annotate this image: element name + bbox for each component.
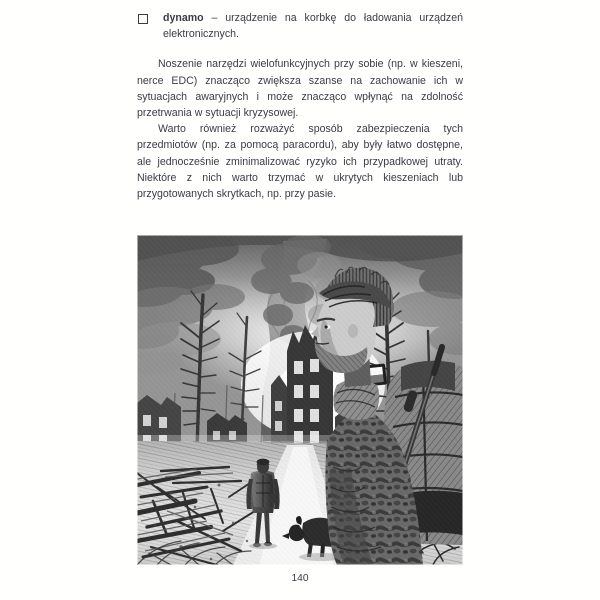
list-item-definition: urządzenie na korbkę do ładowania urządzeń elektronicznych.: [163, 12, 463, 41]
list-item-text: [163, 10, 463, 42]
list-item: [137, 10, 463, 42]
page-content: [137, 10, 463, 202]
list-item-separator: –: [203, 12, 226, 24]
page-number: 140: [291, 573, 309, 584]
list-item-term: dynamo: [163, 12, 204, 24]
paragraph-1: Noszenie narzędzi wielofunkcyjnych przy sobie (np. w kieszeni, nerce EDC) znacząco zwiększa szanse na zachowanie ich w sytuacjach awaryjnych i może znacząco wpłynąć na zdolność przetrwania w sytuacji kryzysowej.: [137, 58, 463, 120]
post-apocalyptic-survivor-illustration: [137, 235, 463, 565]
paragraph-2: Warto również rozważyć sposób zabezpieczenia tych przedmiotów (np. za pomocą paracordu), aby były łatwo dostępne, ale jednocześnie zminimalizować ryzyko ich przypadkowej utraty. Niektóre z nich warto trzymać w ukrytych kieszeniach lub przygotowanych skrytkach, np. przy pasie.: [137, 123, 463, 201]
empty-checkbox-icon: [138, 14, 148, 24]
